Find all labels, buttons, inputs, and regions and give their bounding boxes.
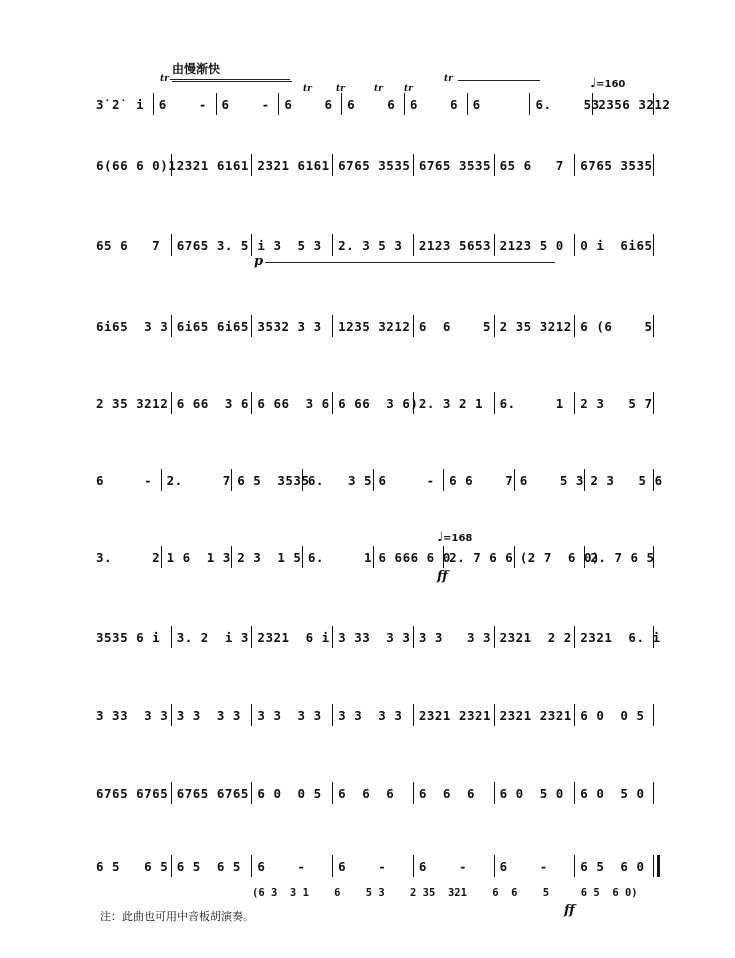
measure: 0 i 6i65	[580, 238, 653, 253]
barline	[653, 234, 654, 256]
measure: 3535 6 i	[96, 630, 161, 645]
barline	[592, 93, 593, 115]
measure: 1 6 1 3	[166, 550, 231, 565]
measure: 6 0 5 0	[580, 786, 645, 801]
measure: 6 0 0 5	[580, 708, 645, 723]
barline	[413, 315, 414, 337]
dynamic-ff-1: ff	[437, 569, 448, 584]
barline	[574, 392, 575, 414]
measure: 6 0 0 5	[257, 786, 322, 801]
accelerando-line	[170, 79, 290, 80]
barline	[653, 154, 654, 176]
accompaniment-line: (6 3 3 1 6 5 3 2 35 321 6 6 5 6 5 6 0)	[252, 887, 638, 899]
staff-row	[90, 786, 655, 808]
measure: 6765 3535	[418, 158, 492, 173]
measure: 2 3 5 7	[580, 396, 653, 411]
barline	[494, 315, 495, 337]
trill-mark-2: tr	[444, 74, 453, 84]
trill-line-1	[172, 81, 292, 82]
measure: 6 -	[221, 97, 270, 112]
measure: 6 6	[409, 97, 459, 112]
measure: 2 35 3212	[96, 396, 169, 411]
measure: 6 6 6	[338, 786, 395, 801]
measure: 6 5 3	[519, 473, 584, 488]
staff-row	[90, 550, 655, 572]
barline	[413, 626, 414, 648]
barline	[653, 704, 654, 726]
measure: 6 6	[284, 97, 333, 112]
staff-row	[90, 396, 655, 418]
barline	[653, 626, 654, 648]
measure: 6 66 3 6	[176, 396, 249, 411]
measure: 6 5 6 5	[176, 859, 241, 874]
barline	[574, 154, 575, 176]
barline	[574, 782, 575, 804]
barline	[332, 154, 333, 176]
barline	[161, 546, 162, 568]
measure: 6765 3535	[338, 158, 411, 173]
barline	[332, 626, 333, 648]
measure: 6	[472, 97, 545, 112]
barline	[443, 546, 444, 568]
barline	[171, 392, 172, 414]
barline	[231, 546, 232, 568]
measure: 6 66 3 6	[257, 396, 330, 411]
measure: 6. 1	[499, 396, 564, 411]
barline	[171, 704, 172, 726]
barline	[584, 546, 585, 568]
measure: 2. 7	[166, 473, 231, 488]
measure: 6. 3 5	[307, 473, 373, 488]
measure: 6. 53	[535, 97, 600, 112]
barline	[494, 855, 495, 877]
measure: 3 3 3 3	[257, 708, 322, 723]
measure: 2 3 5 6	[590, 473, 663, 488]
staff-row	[90, 238, 655, 260]
staff-row	[90, 319, 655, 341]
barline	[278, 93, 279, 115]
measure: i 3 5 3	[257, 238, 322, 253]
staff-row	[90, 158, 655, 180]
measure: 2321 6161	[176, 158, 249, 173]
measure: 1235 3212	[338, 319, 411, 334]
trill-mark-6: tr	[404, 84, 413, 94]
measure: 3 33 3 3	[96, 708, 169, 723]
measure: 6 6 5	[418, 319, 492, 334]
measure: 6 -	[499, 859, 548, 874]
measure: 3. 2	[96, 550, 161, 565]
measure: 6i65 6i65	[176, 319, 249, 334]
measure: 6 -	[257, 859, 306, 874]
quarter-note-icon: ♩	[590, 76, 597, 91]
barline	[529, 93, 530, 115]
trill-mark-5: tr	[374, 84, 383, 94]
barline	[413, 704, 414, 726]
measure: 6i65 3 3	[96, 319, 169, 334]
measure: 3 3 3 3	[338, 708, 403, 723]
measure: 2321 6. i	[580, 630, 661, 645]
barline	[251, 782, 252, 804]
barline	[413, 855, 414, 877]
measure: 6765 3. 5	[176, 238, 249, 253]
barline	[171, 315, 172, 337]
barline	[302, 546, 303, 568]
barline	[373, 546, 374, 568]
measure: 65 6 7	[499, 158, 564, 173]
staff-row	[90, 708, 655, 730]
barline	[653, 392, 654, 414]
dynamic-hairline	[265, 262, 555, 263]
barline	[171, 855, 172, 877]
barline	[251, 704, 252, 726]
measure: 2321 6 i	[257, 630, 330, 645]
measure: 2321 2321	[418, 708, 492, 723]
measure: 6765 6765	[96, 786, 169, 801]
measure: 6 -	[158, 97, 207, 112]
measure: 2. 3 5 3	[338, 238, 403, 253]
barline	[653, 93, 654, 115]
dynamic-p: p	[254, 254, 264, 269]
measure: 2356 3212	[598, 97, 671, 112]
measure: 6 -	[418, 859, 467, 874]
quarter-note-icon: ♩	[437, 530, 444, 545]
barline	[251, 626, 252, 648]
barline	[251, 855, 252, 877]
barline	[231, 469, 232, 491]
barline	[443, 469, 444, 491]
trill-mark-4: tr	[336, 84, 345, 94]
measure: 2321 6161	[257, 158, 330, 173]
trill-mark-3: tr	[303, 84, 312, 94]
measure: 65 6 7	[96, 238, 161, 253]
barline	[332, 234, 333, 256]
barline	[413, 234, 414, 256]
barline	[251, 315, 252, 337]
barline	[413, 782, 414, 804]
measure: 3 3 3 3	[418, 630, 492, 645]
trill-line-2	[458, 80, 540, 81]
staff-row	[90, 630, 661, 652]
barline	[467, 93, 468, 115]
measure: 2123 5 0	[499, 238, 564, 253]
measure: 6 5 6 0	[580, 859, 645, 874]
measure: 6 66 3 6)	[338, 396, 419, 411]
barline	[494, 782, 495, 804]
measure: (2 7 6 0)	[519, 550, 601, 565]
measure: 2 35 3212	[499, 319, 572, 334]
barline	[514, 469, 515, 491]
measure: 3. 2 i 3	[176, 630, 249, 645]
measure: 6 0 5 0	[499, 786, 564, 801]
measure: 6 6 6	[418, 786, 476, 801]
barline	[161, 469, 162, 491]
barline	[153, 93, 154, 115]
barline	[171, 626, 172, 648]
barline	[653, 315, 654, 337]
measure: 6 -	[378, 473, 435, 488]
barline	[653, 782, 654, 804]
staff-row	[90, 97, 671, 119]
barline	[332, 392, 333, 414]
measure: 6 6	[347, 97, 396, 112]
trill-mark-1: tr	[160, 74, 169, 84]
tempo-text: 由慢渐快	[172, 62, 221, 76]
barline	[653, 469, 654, 491]
measure: 2321 2 2	[499, 630, 572, 645]
measure: 6. 1	[307, 550, 373, 565]
barline	[413, 154, 414, 176]
measure: 3̇ 2̇ i	[96, 97, 145, 112]
barline	[653, 546, 654, 568]
measure: 6765 3535	[580, 158, 653, 173]
barline	[494, 704, 495, 726]
barline	[404, 93, 405, 115]
barline	[514, 546, 515, 568]
barline	[332, 855, 333, 877]
measure: 6 5 3535	[237, 473, 310, 488]
barline	[332, 704, 333, 726]
barline	[251, 154, 252, 176]
barline	[171, 154, 172, 176]
barline	[302, 469, 303, 491]
barline	[574, 855, 575, 877]
barline	[251, 392, 252, 414]
measure: 3 33 3 3	[338, 630, 411, 645]
measure: 2123 5653	[418, 238, 492, 253]
barline	[216, 93, 217, 115]
barline	[413, 392, 414, 414]
barline	[574, 704, 575, 726]
measure: 2 3 1 5	[237, 550, 302, 565]
metronome-mark-1: ♩=160	[590, 76, 626, 91]
barline	[171, 234, 172, 256]
measure: 6 5 6 5	[96, 859, 169, 874]
barline	[373, 469, 374, 491]
measure: 2. 7 6 6	[449, 550, 514, 565]
final-barline	[653, 855, 654, 877]
barline	[171, 782, 172, 804]
measure: 6 666 6 0	[378, 550, 451, 565]
barline	[574, 315, 575, 337]
barline	[332, 782, 333, 804]
barline	[494, 154, 495, 176]
barline	[584, 469, 585, 491]
footnote: 注：此曲也可用中音板胡演奏。	[100, 910, 254, 923]
barline	[251, 234, 252, 256]
measure: 2. 7 6 5	[590, 550, 655, 565]
staff-row	[90, 859, 655, 881]
measure: 6765 6765	[176, 786, 249, 801]
measure: 3 3 3 3	[176, 708, 241, 723]
barline	[341, 93, 342, 115]
barline	[332, 315, 333, 337]
barline	[494, 392, 495, 414]
barline	[574, 234, 575, 256]
dynamic-ff-2: ff	[564, 903, 575, 918]
measure: 3532 3 3	[257, 319, 322, 334]
barline	[494, 234, 495, 256]
measure: 6 -	[338, 859, 387, 874]
metronome-mark-2: ♩=168	[437, 530, 473, 545]
measure: 6(66 6 0)1	[96, 158, 177, 173]
measure: 2321 2321	[499, 708, 572, 723]
measure: 6 6 7	[449, 473, 514, 488]
measure: 2. 3 2 1	[418, 396, 484, 411]
barline	[494, 626, 495, 648]
measure: 6 -	[96, 473, 153, 488]
staff-row	[90, 473, 663, 495]
barline	[574, 626, 575, 648]
measure: 6 (6 5	[580, 319, 653, 334]
